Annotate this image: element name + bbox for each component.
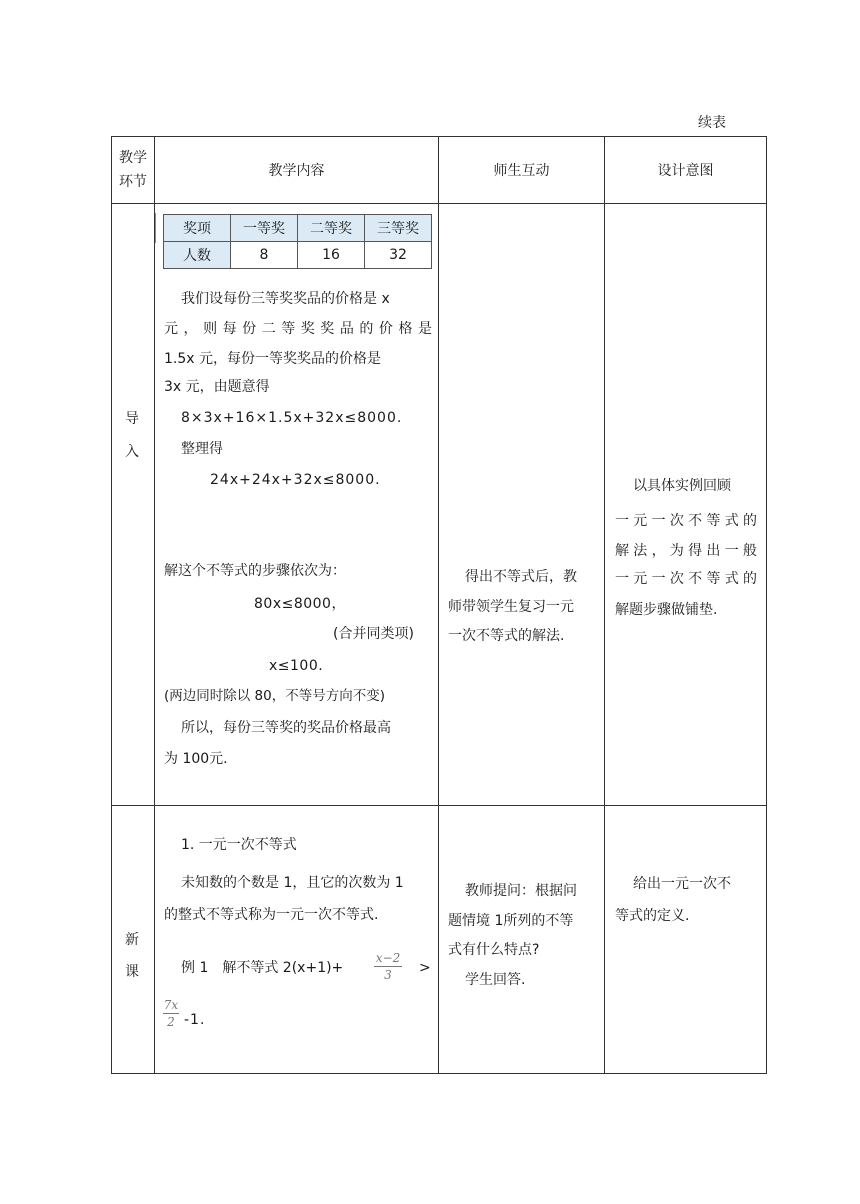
intro-intent-line4: 一元一次不等式的 bbox=[615, 571, 757, 587]
intro-equation-1: 8×3x+16×1.5x+32x≤8000. bbox=[181, 410, 403, 426]
intro-step2: x≤100. bbox=[269, 658, 324, 674]
header-teaching-stage bbox=[111, 137, 155, 203]
header-stage-line2: 环节 bbox=[119, 174, 147, 190]
new-interaction-line3: 式有什么特点? bbox=[448, 942, 540, 958]
table-border-right bbox=[766, 136, 767, 1074]
mini-table-left-bar bbox=[155, 213, 156, 243]
prize-table-cell: 人数 bbox=[164, 242, 231, 269]
intro-para-line2: 元，则每份二等奖奖品的价格是 bbox=[164, 321, 432, 337]
fraction-2-numerator: 7x bbox=[163, 998, 179, 1012]
header-teaching-content: 教学内容 bbox=[268, 163, 325, 179]
intro-para-line3: 1.5x 元，每份一等奖奖品的价格是 bbox=[164, 351, 381, 367]
prize-table-cell: 二等奖 bbox=[298, 215, 365, 242]
stage-intro-line2: 入 bbox=[125, 444, 139, 460]
fraction-1-denominator: 3 bbox=[384, 968, 392, 982]
intro-tidy-label: 整理得 bbox=[181, 441, 223, 457]
example-prefix: 例 1 解不等式 2(x+1)+ bbox=[181, 960, 344, 976]
example-fraction-1 bbox=[374, 951, 402, 982]
fraction-2-bar bbox=[163, 1013, 179, 1014]
prize-table-header-row bbox=[164, 215, 432, 242]
intro-equation-2: 24x+24x+32x≤8000. bbox=[210, 472, 381, 488]
intro-intent-line1: 以具体实例回顾 bbox=[633, 478, 731, 494]
header-stage-line1: 教学 bbox=[119, 150, 147, 166]
intro-interaction-line1: 得出不等式后，教 bbox=[465, 569, 577, 585]
new-definition-line1: 未知数的个数是 1，且它的次数为 1 bbox=[181, 875, 404, 891]
intro-para-line4: 3x 元，由题意得 bbox=[164, 379, 270, 395]
intro-step1-note: (合并同类项) bbox=[333, 626, 414, 642]
intro-intent-line5: 解题步骤做铺垫. bbox=[615, 602, 718, 618]
table-border-left bbox=[111, 136, 112, 1074]
fraction-1-numerator: x−2 bbox=[375, 951, 401, 965]
fraction-1-bar bbox=[374, 966, 402, 967]
intro-step1: 80x≤8000， bbox=[254, 596, 346, 612]
stage-intro-line1: 导 bbox=[125, 411, 139, 427]
fraction-2-denominator: 2 bbox=[167, 1015, 175, 1029]
prize-table-cell: 一等奖 bbox=[231, 215, 298, 242]
prize-table-cell: 三等奖 bbox=[365, 215, 432, 242]
header-design-intent: 设计意图 bbox=[657, 163, 714, 179]
example-fraction-2 bbox=[163, 998, 179, 1029]
intro-interaction-line2: 师带领学生复习一元 bbox=[448, 599, 574, 615]
stage-new-line1: 新 bbox=[125, 932, 139, 948]
prize-table-cell: 16 bbox=[298, 242, 365, 269]
intro-conclusion-line2: 为 100元. bbox=[164, 751, 228, 767]
intro-steps-intro: 解这个不等式的步骤依次为： bbox=[164, 563, 346, 579]
prize-table bbox=[163, 214, 432, 269]
intro-intent-line3: 解法，为得出一般 bbox=[615, 543, 757, 559]
new-interaction-line1: 教师提问：根据问 bbox=[465, 883, 577, 899]
new-interaction-line2: 题情境 1所列的不等 bbox=[448, 913, 574, 929]
new-interaction-line4: 学生回答. bbox=[465, 972, 526, 988]
new-definition-line2: 的整式不等式称为一元一次不等式. bbox=[164, 907, 379, 923]
table-divider-2 bbox=[438, 136, 439, 1074]
intro-conclusion-line1: 所以，每份三等奖的奖品价格最高 bbox=[181, 720, 391, 736]
new-heading: 1. 一元一次不等式 bbox=[181, 837, 297, 853]
intro-interaction-line3: 一次不等式的解法. bbox=[448, 628, 565, 644]
prize-table-data-row bbox=[164, 242, 432, 269]
table-divider-1 bbox=[154, 136, 155, 1074]
new-intent-line2: 等式的定义. bbox=[615, 908, 690, 924]
header-interaction: 师生互动 bbox=[493, 163, 550, 179]
example-tail: -1. bbox=[184, 1012, 206, 1028]
prize-table-cell: 奖项 bbox=[164, 215, 231, 242]
prize-table-cell: 8 bbox=[231, 242, 298, 269]
intro-para-line1: 我们设每份三等奖奖品的价格是 x bbox=[181, 291, 390, 307]
example-greater-than: > bbox=[419, 960, 431, 976]
stage-new-line2: 课 bbox=[125, 964, 139, 980]
new-intent-line1: 给出一元一次不 bbox=[633, 876, 731, 892]
table-divider-3 bbox=[604, 136, 605, 1074]
intro-intent-line2: 一元一次不等式的 bbox=[615, 513, 757, 529]
table-caption: 续表 bbox=[698, 115, 726, 131]
prize-table-cell: 32 bbox=[365, 242, 432, 269]
intro-step2-note: (两边同时除以 80，不等号方向不变) bbox=[164, 688, 386, 704]
